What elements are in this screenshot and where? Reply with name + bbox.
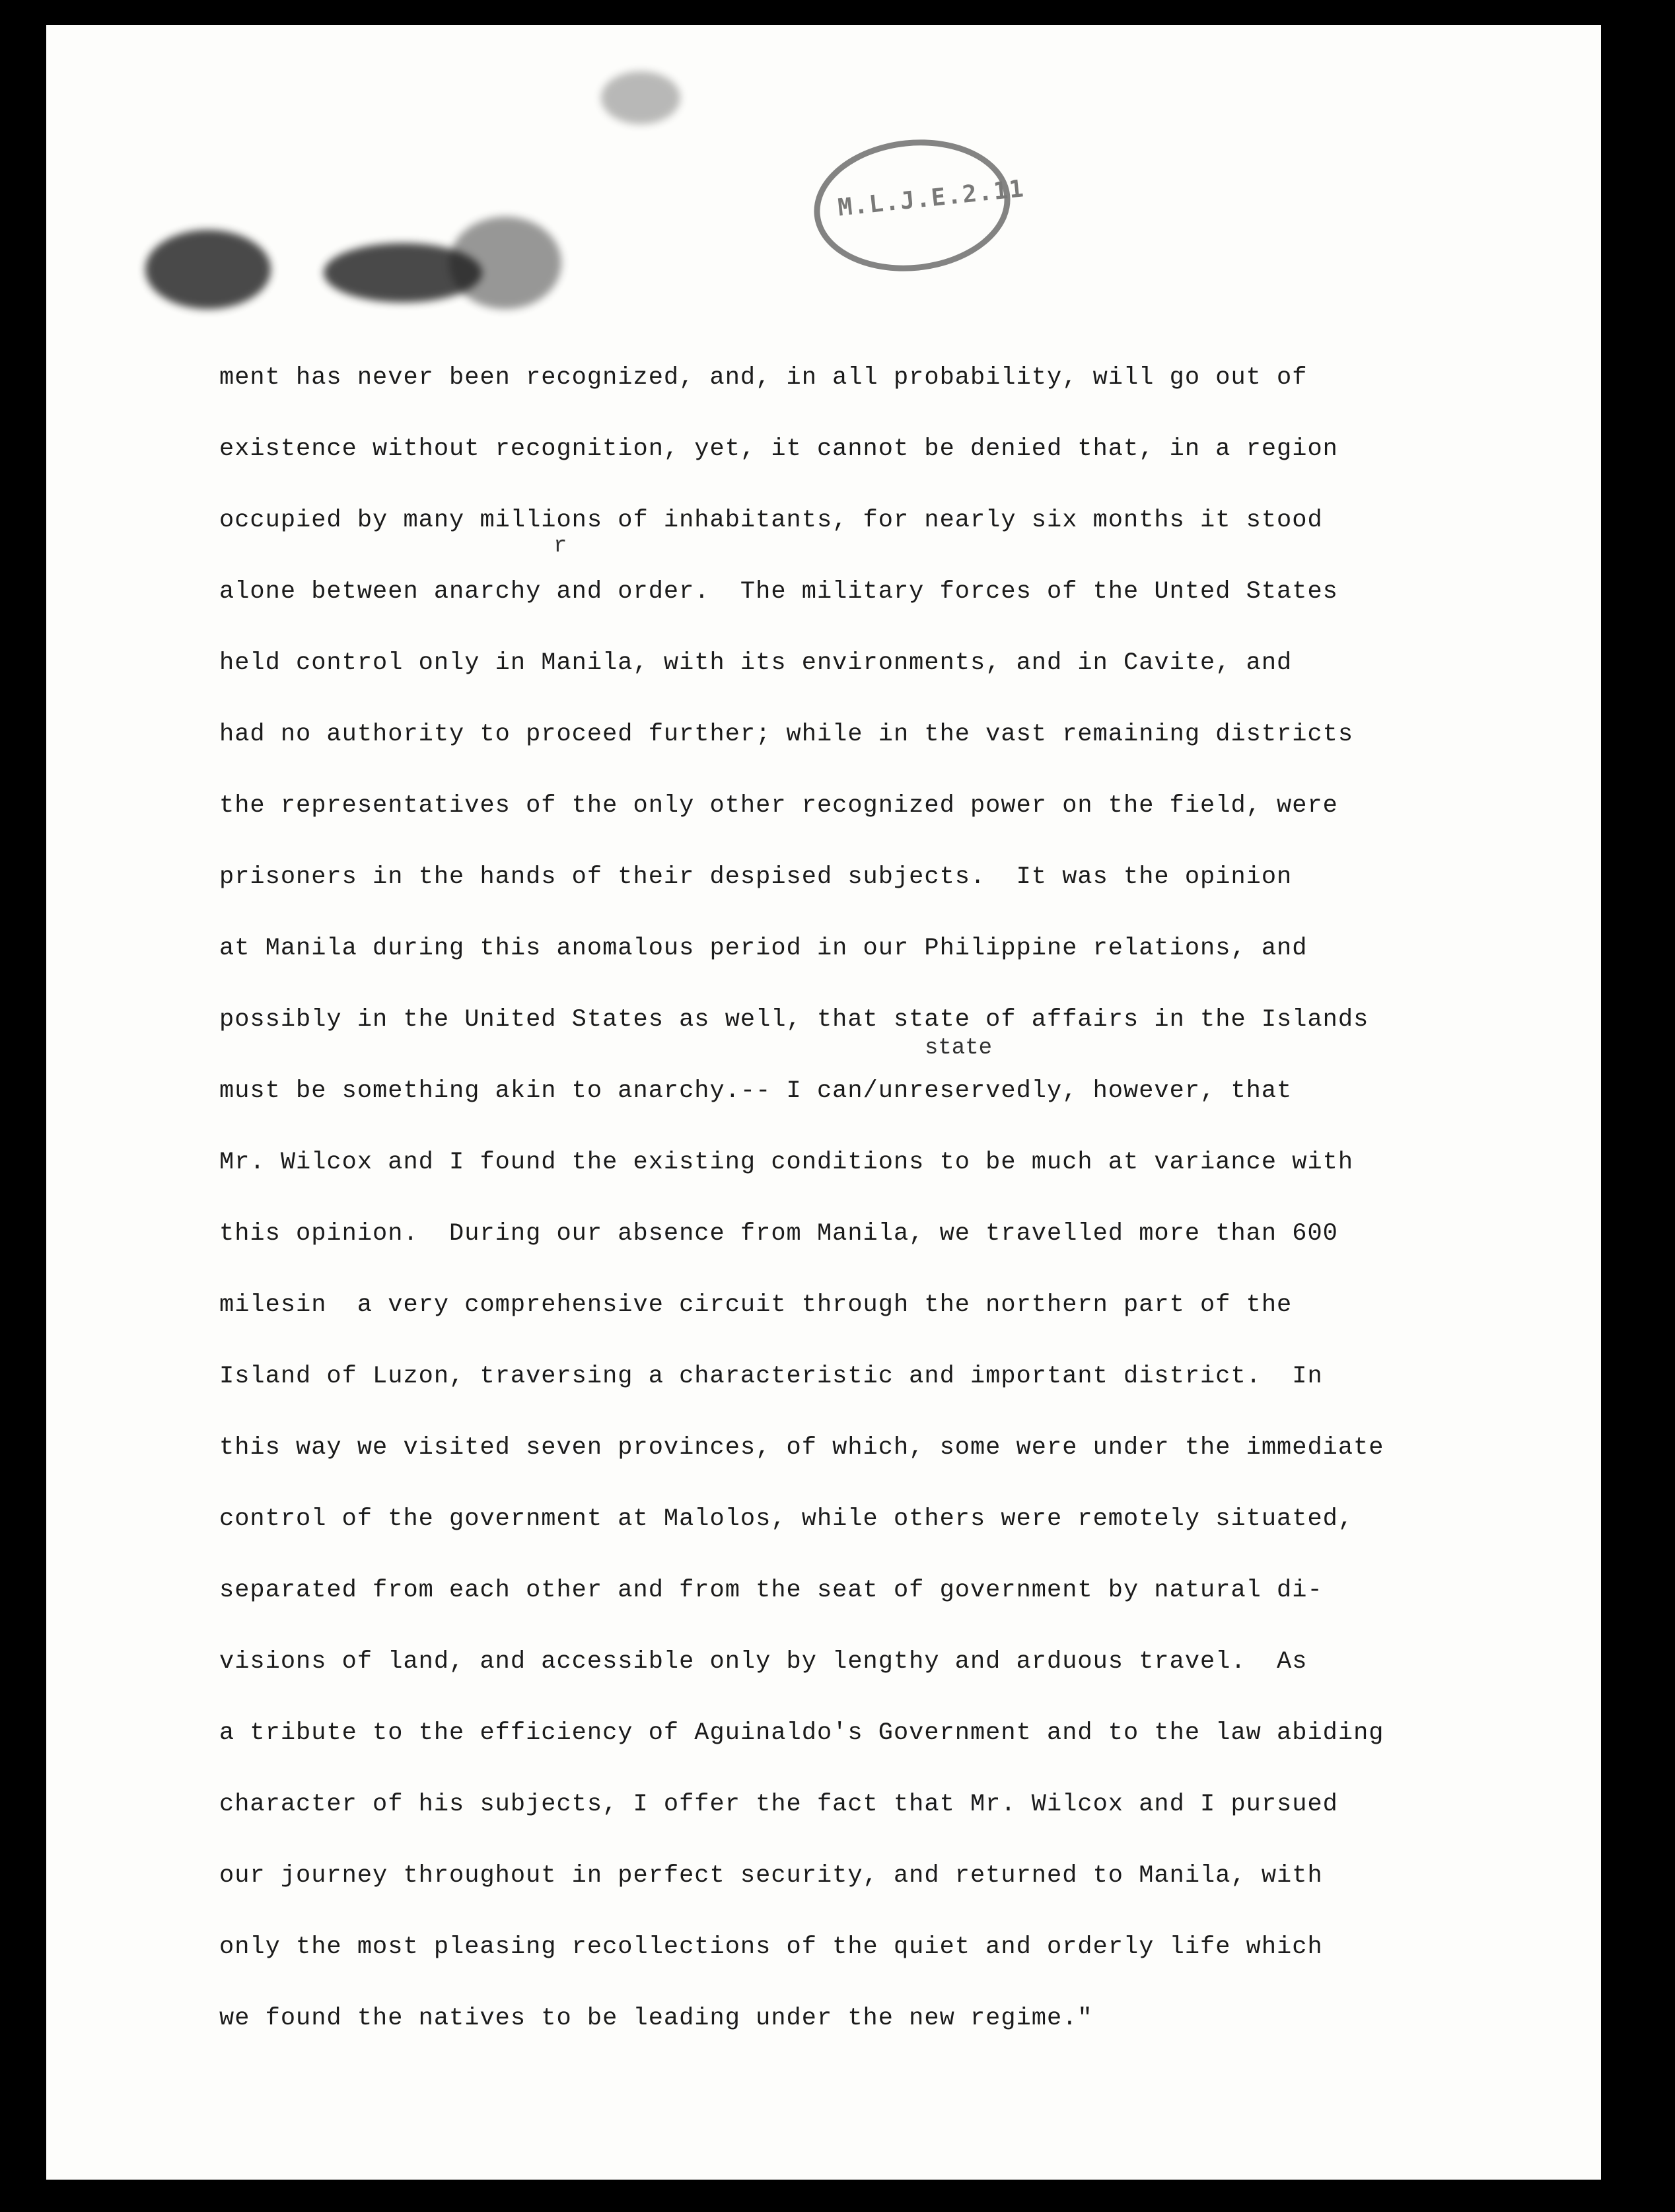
text-line: Mr. Wilcox and I found the existing conditions to be much at variance with [219, 1149, 1354, 1176]
text-line: prisoners in the hands of their despised subjects. It was the opinion [219, 863, 1293, 891]
stamp-text: M.L.J.E.2.11 [836, 175, 1026, 222]
text-line: alone between anarchy and order. The military forces of the Unted States [219, 578, 1338, 606]
text-line: only the most pleasing recollections of the quiet and orderly life which [219, 1933, 1323, 1961]
body-text [219, 342, 1527, 2054]
text-line: a tribute to the efficiency of Aguinaldo's Government and to the law abiding [219, 1719, 1384, 1747]
text-line: must be something akin to anarchy.-- I can/unreservedly, however, that [219, 1077, 1293, 1105]
ink-smudge [601, 71, 680, 124]
document-page [46, 25, 1638, 2180]
text-line: had no authority to proceed further; while in the vast remaining districts [219, 721, 1354, 748]
text-line: control of the government at Malolos, while others were remotely situated, [219, 1505, 1354, 1533]
handwritten-insert-r: r [553, 534, 567, 559]
text-line: existence without recognition, yet, it cannot be denied that, in a region [219, 435, 1338, 463]
text-line: visions of land, and accessible only by lengthy and arduous travel. As [219, 1648, 1308, 1676]
text-line: this opinion. During our absence from Manila, we travelled more than 600 [219, 1220, 1338, 1248]
text-line: the representatives of the only other recognized power on the field, were [219, 792, 1338, 820]
text-line: separated from each other and from the seat of government by natural di- [219, 1577, 1323, 1604]
text-line: character of his subjects, I offer the fact that Mr. Wilcox and I pursued [219, 1791, 1338, 1818]
text-line: occupied by many millions of inhabitants, for nearly six months it stood [219, 507, 1323, 534]
text-line: our journey throughout in perfect security, and returned to Manila, with [219, 1862, 1323, 1890]
ink-smudge [449, 217, 561, 309]
text-line: ment has never been recognized, and, in all probability, will go out of [219, 364, 1308, 392]
scan-border [1601, 25, 1638, 2180]
text-line: held control only in Manila, with its environments, and in Cavite, and [219, 649, 1293, 677]
handwritten-insert-state: state [925, 1036, 993, 1061]
text-line: we found the natives to be leading under the new regime." [219, 2005, 1093, 2032]
ink-stamp [807, 130, 1026, 281]
ink-smudge [145, 230, 271, 309]
text-line: Island of Luzon, traversing a characteristic and important district. In [219, 1363, 1323, 1390]
text-line: milesin a very comprehensive circuit through the northern part of the [219, 1291, 1293, 1319]
text-line: possibly in the United States as well, that state of affairs in the Islands [219, 1006, 1369, 1034]
text-line: this way we visited seven provinces, of which, some were under the immediate [219, 1434, 1384, 1462]
text-line: at Manila during this anomalous period in our Philippine relations, and [219, 935, 1308, 962]
